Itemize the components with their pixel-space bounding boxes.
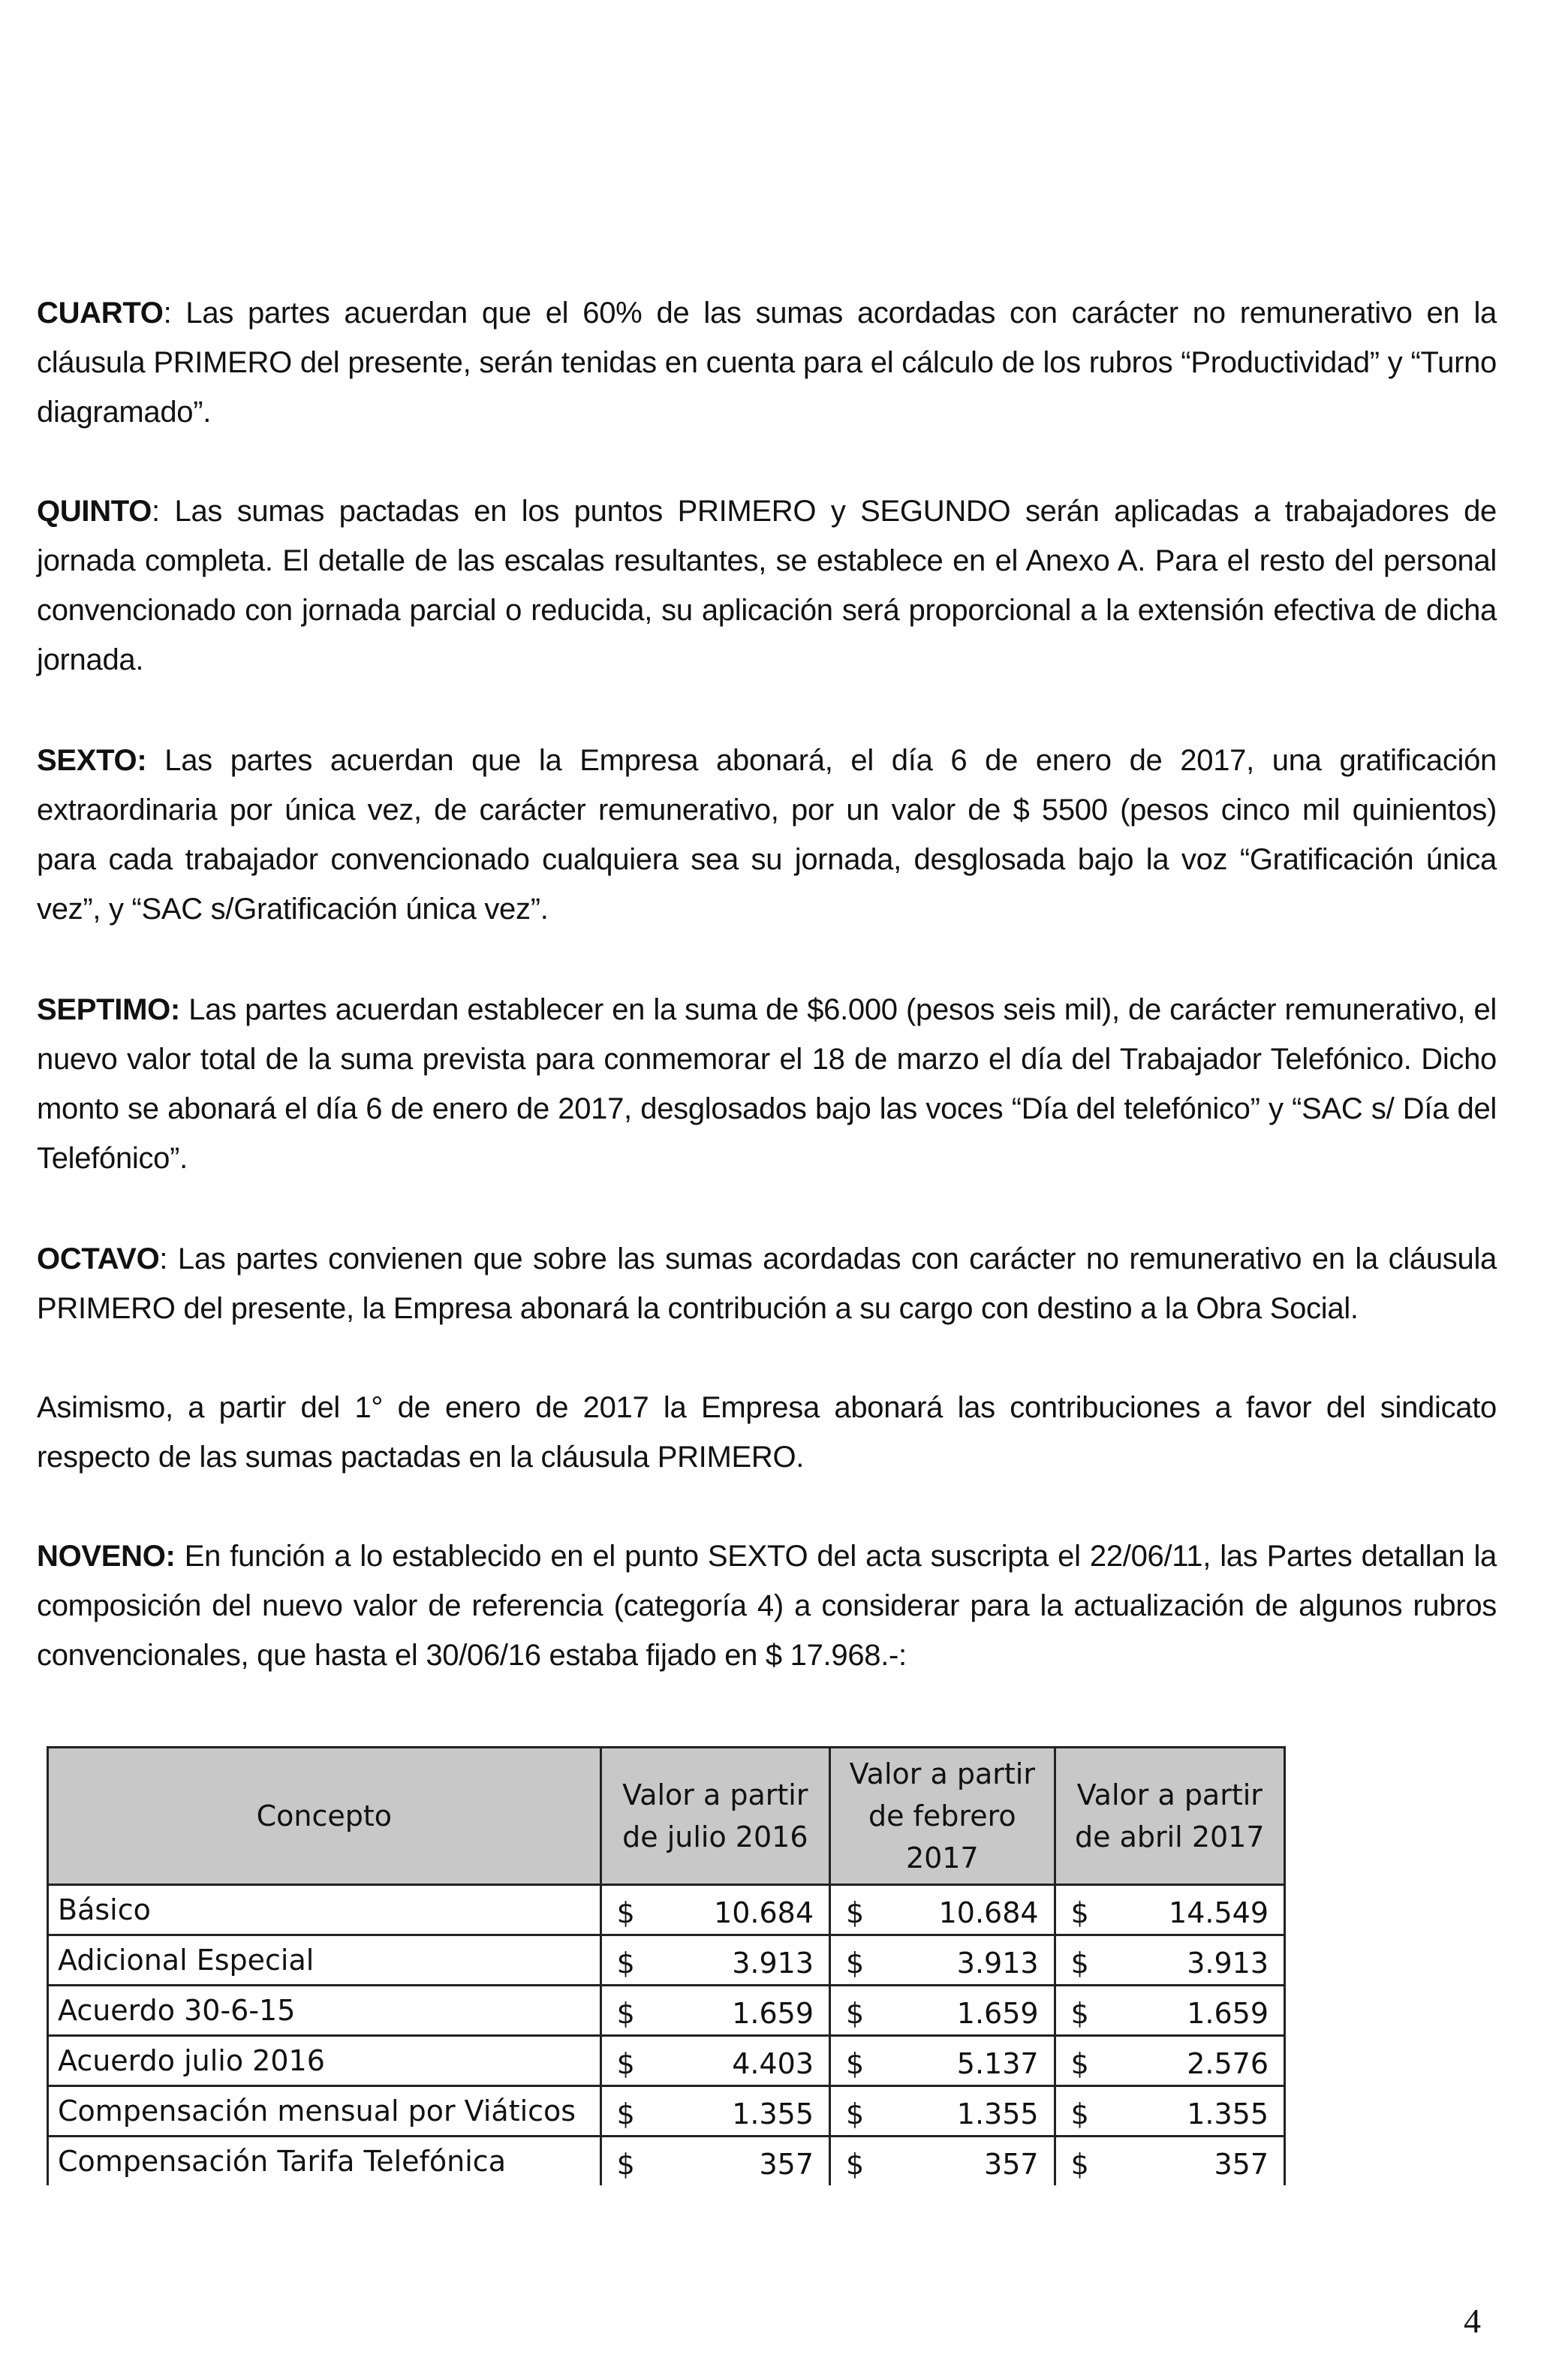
reference-value-table <box>47 1746 1286 2185</box>
clause-text: Las sumas pactadas en los puntos PRIMERO y SEGUNDO serán aplicadas a trabajadores de jornada completa. El detalle de las escalas resultantes, se establece en el Anexo A. Para el resto del personal convencionado con jornada parcial o reducida, su aplicación será proporcional a la extensión efectiva de dicha jornada. <box>37 495 1497 676</box>
currency-symbol: $ <box>616 1997 635 2030</box>
clause-label: NOVENO: <box>37 1540 176 1573</box>
cell-value <box>830 1885 1055 1935</box>
cell-value <box>600 2086 829 2137</box>
amount: 1.355 <box>732 2097 814 2131</box>
cell-value <box>600 1986 829 2036</box>
currency-symbol: $ <box>1070 1997 1089 2030</box>
amount: 1.659 <box>956 1997 1039 2030</box>
amount: 10.684 <box>714 1896 814 1929</box>
currency-symbol: $ <box>846 1997 865 2030</box>
table-row <box>48 1935 1285 1986</box>
currency-symbol: $ <box>846 1947 865 1980</box>
amount: 3.913 <box>956 1947 1039 1980</box>
cell-value <box>1055 1885 1284 1935</box>
clause-text: En función a lo establecido en el punto SEXTO del acta suscripta el 22/06/11, las Partes detallan la composición del nuevo valor de referencia (categoría 4) a considerar para la actualización de algunos rubros convencionales, que hasta el 30/06/16 estaba fijado en $ 17.968.-: <box>37 1540 1497 1672</box>
amount: 2.576 <box>1187 2047 1269 2080</box>
clause-sexto <box>37 736 1497 934</box>
amount: 3.913 <box>1187 1947 1269 1980</box>
amount: 4.403 <box>732 2047 814 2080</box>
cell-concepto: Básico <box>48 1885 601 1935</box>
clause-cuarto: CUARTO: Las partes acuerdan que el 60% de las sumas acordadas con carácter no remunerativo en la cláusula PRIMERO del presente, serán tenidas en cuenta para el cálculo de los rubros “Productividad” y “Turno diagramado”. <box>37 297 1497 429</box>
clause-label: CUARTO <box>37 297 164 330</box>
cell-concepto: Compensación Tarifa Telefónica <box>48 2137 601 2186</box>
cell-value <box>1055 2137 1284 2186</box>
clause-text: Las partes acuerdan que el 60% de las sumas acordadas con carácter no remunerativo en la cláusula PRIMERO del presente, serán tenidas en cuenta para el cálculo de los rubros “Productividad” y “Turno diagramado”. <box>37 297 1497 429</box>
cell-value <box>600 1885 829 1935</box>
amount: 1.355 <box>1187 2097 1269 2131</box>
cell-value <box>1055 1986 1284 2036</box>
header-julio-2016: Valor a partir de julio 2016 <box>600 1748 829 1885</box>
amount: 3.913 <box>732 1947 814 1980</box>
cell-concepto: Acuerdo 30-6-15 <box>48 1986 601 2036</box>
currency-symbol: $ <box>1070 2097 1089 2131</box>
amount: 1.659 <box>732 1997 814 2030</box>
cell-value <box>1055 2086 1284 2137</box>
amount: 10.684 <box>938 1896 1039 1929</box>
cell-value <box>830 2086 1055 2137</box>
table-header-row <box>48 1748 1285 1885</box>
cell-value <box>830 2036 1055 2086</box>
cell-value <box>600 2137 829 2186</box>
header-abril-2017: Valor a partir de abril 2017 <box>1055 1748 1284 1885</box>
cell-value <box>830 2137 1055 2186</box>
currency-symbol: $ <box>616 1947 635 1980</box>
currency-symbol: $ <box>616 2047 635 2080</box>
header-febrero-2017: Valor a partir de febrero 2017 <box>830 1748 1055 1885</box>
amount: 1.659 <box>1187 1997 1269 2030</box>
cell-value <box>600 2036 829 2086</box>
clause-label: OCTAVO <box>37 1242 160 1275</box>
cell-value <box>600 1935 829 1986</box>
clause-asimismo <box>37 1383 1497 1482</box>
table-row <box>48 1885 1285 1935</box>
clause-label: QUINTO <box>37 495 152 528</box>
clause-text: Las partes convienen que sobre las sumas acordadas con carácter no remunerativo en la cláusula PRIMERO del presente, la Empresa abonará la contribución a su cargo con destino a la Obra Social. <box>37 1242 1497 1325</box>
currency-symbol: $ <box>616 1896 635 1929</box>
table-row <box>48 1986 1285 2036</box>
amount: 357 <box>759 2148 814 2181</box>
clause-text: Las partes acuerdan establecer en la suma de $6.000 (pesos seis mil), de carácter remunerativo, el nuevo valor total de la suma prevista para conmemorar el 18 de marzo el día del Trabajador Telefónico. Dicho monto se abonará el día 6 de enero de 2017, desglosados bajo las voces “Día del telefónico” y “SAC s/ Día del Telefónico”. <box>37 993 1497 1175</box>
currency-symbol: $ <box>846 2097 865 2131</box>
currency-symbol: $ <box>1070 2148 1089 2181</box>
amount: 14.549 <box>1169 1896 1269 1929</box>
currency-symbol: $ <box>1070 1896 1089 1929</box>
table-row <box>48 2137 1285 2186</box>
cell-value <box>1055 2036 1284 2086</box>
currency-symbol: $ <box>846 2047 865 2080</box>
currency-symbol: $ <box>616 2148 635 2181</box>
header-concepto: Concepto <box>48 1748 601 1885</box>
cell-concepto: Acuerdo julio 2016 <box>48 2036 601 2086</box>
amount: 357 <box>984 2148 1039 2181</box>
amount: 357 <box>1214 2148 1269 2181</box>
cell-value <box>1055 1935 1284 1986</box>
clause-septimo <box>37 985 1497 1183</box>
clause-text: Las partes acuerdan que la Empresa abonará, el día 6 de enero de 2017, una gratificación extraordinaria por única vez, de carácter remunerativo, por un valor de $ 5500 (pesos cinco mil quinientos) para cada trabajador convencionado cualquiera sea su jornada, desglosada bajo la voz “Gratificación única vez”, y “SAC s/Gratificación única vez”. <box>37 744 1497 926</box>
table-row <box>48 2036 1285 2086</box>
cell-concepto: Compensación mensual por Viáticos <box>48 2086 601 2137</box>
currency-symbol: $ <box>846 2148 865 2181</box>
cell-concepto: Adicional Especial <box>48 1935 601 1986</box>
clause-noveno <box>37 1531 1497 1680</box>
currency-symbol: $ <box>1070 1947 1089 1980</box>
clause-label: SEPTIMO: <box>37 993 180 1026</box>
currency-symbol: $ <box>616 2097 635 2131</box>
currency-symbol: $ <box>1070 2047 1089 2080</box>
clause-quinto: QUINTO: Las sumas pactadas en los puntos PRIMERO y SEGUNDO serán aplicadas a trabajadores de jornada completa. El detalle de las escalas resultantes, se establece en el Anexo A. Para el resto del personal convencionado con jornada parcial o reducida, su aplicación será proporcional a la extensión efectiva de dicha jornada. <box>37 495 1497 676</box>
cell-value <box>830 1935 1055 1986</box>
clause-text: Asimismo, a partir del 1° de enero de 2017 la Empresa abonará las contribuciones a favor del sindicato respecto de las sumas pactadas en la cláusula PRIMERO. <box>37 1391 1497 1474</box>
cell-value <box>830 1986 1055 2036</box>
table-row <box>48 2086 1285 2137</box>
page-number: 4 <box>1464 2302 1481 2340</box>
amount: 1.355 <box>956 2097 1039 2131</box>
amount: 5.137 <box>956 2047 1039 2080</box>
clause-label: SEXTO: <box>37 744 147 777</box>
clause-octavo: OCTAVO: Las partes convienen que sobre las sumas acordadas con carácter no remunerativo en la cláusula PRIMERO del presente, la Empresa abonará la contribución a su cargo con destino a la Obra Social. <box>37 1242 1497 1325</box>
currency-symbol: $ <box>846 1896 865 1929</box>
